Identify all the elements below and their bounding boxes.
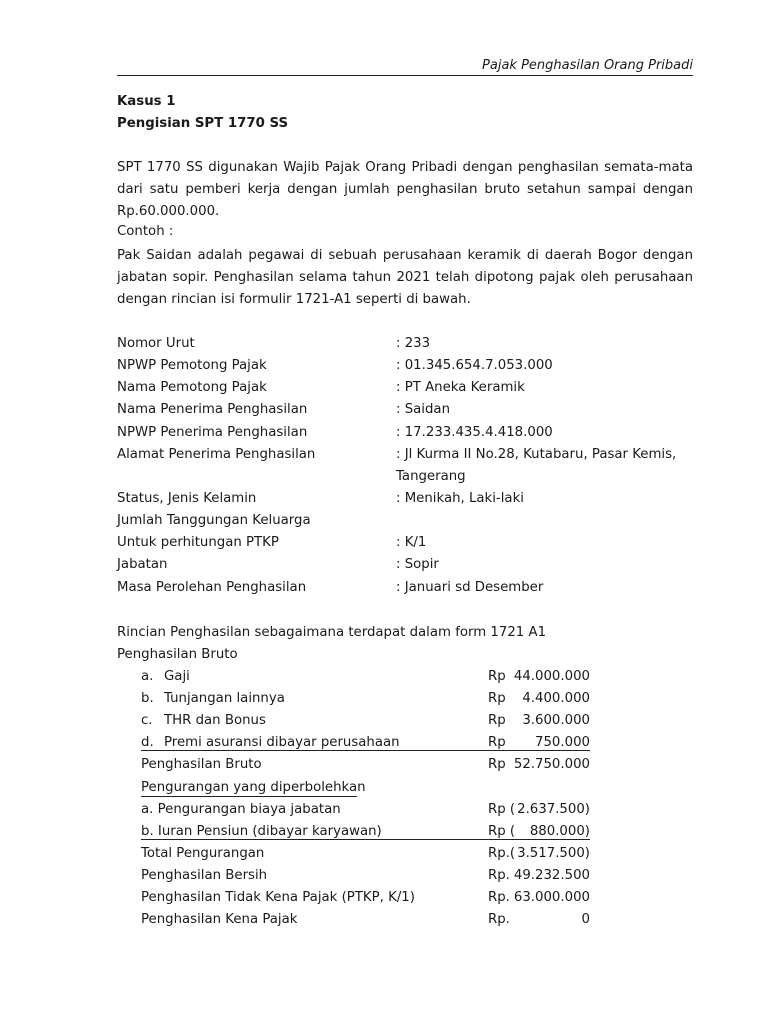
item-label: Tunjangan lainnya [164,691,285,706]
currency: Rp. [488,868,510,883]
field-value: : Januari sd Desember [396,580,544,595]
item-marker: c. [141,713,153,728]
item-marker: d. [141,735,154,750]
case-number: Kasus 1 [117,94,176,109]
amount: 3.600.000 [522,713,590,728]
item-label: Premi asuransi dibayar perusahaan [164,735,400,750]
field-value: : PT Aneka Keramik [396,380,525,395]
case-title: Pengisian SPT 1770 SS [117,116,289,131]
currency: Rp [488,713,506,728]
field-label: Nama Penerima Penghasilan [117,402,308,417]
amount: 44.000.000 [513,669,590,684]
field-value: : 17.233.435.4.418.000 [396,425,553,440]
deduction-label: a. Pengurangan biaya jabatan [141,802,341,817]
amount: 2.637.500) [517,802,590,817]
field-label: Masa Perolehan Penghasilan [117,580,307,595]
heading-underline [141,796,357,797]
field-label: Jabatan [117,557,168,572]
amount: 4.400.000 [522,691,590,706]
field-label: Status, Jenis Kelamin [117,491,257,506]
summary-label: Penghasilan Tidak Kena Pajak (PTKP, K/1) [141,890,415,905]
currency: Rp [488,735,506,750]
deduction-label: b. Iuran Pensiun (dibayar karyawan) [141,824,382,839]
field-label: NPWP Pemotong Pajak [117,358,267,373]
field-value: : 01.345.654.7.053.000 [396,358,553,373]
field-value: : Menikah, Laki-laki [396,491,524,506]
field-value: : 233 [396,336,431,351]
field-value: : Sopir [396,557,439,572]
header-rule [117,75,693,76]
example-label: Contoh : [117,224,174,239]
amount: 750.000 [535,735,590,750]
item-marker: b. [141,691,154,706]
subtotal-rule [141,750,590,751]
deductions-heading: Pengurangan yang diperbolehkan [141,780,366,795]
field-value: : Saidan [396,402,451,417]
amount: 49.232.500 [513,868,590,883]
field-label: Nama Pemotong Pajak [117,380,267,395]
bruto-total-label: Penghasilan Bruto [141,757,262,772]
subtotal-rule [141,839,590,840]
field-label: Untuk perhitungan PTKP [117,535,279,550]
amount: 880.000) [529,824,590,839]
running-header: Pajak Penghasilan Orang Pribadi [482,58,693,73]
currency: Rp [488,691,506,706]
bruto-heading: Penghasilan Bruto [117,647,238,662]
income-intro: Rincian Penghasilan sebagaimana terdapat dalam form 1721 A1 [117,625,547,640]
field-label: Alamat Penerima Penghasilan [117,447,316,462]
amount: 63.000.000 [513,890,590,905]
field-label: Nomor Urut [117,336,195,351]
item-label: Gaji [164,669,190,684]
amount: 0 [581,912,590,927]
field-label: Jumlah Tanggungan Keluarga [117,513,311,528]
field-value: : K/1 [396,535,427,550]
currency: Rp [488,669,506,684]
item-label: THR dan Bonus [164,713,266,728]
summary-label: Penghasilan Bersih [141,868,268,883]
summary-label: Total Pengurangan [141,846,265,861]
currency: Rp.( [488,846,516,861]
currency: Rp ( [488,802,516,817]
currency: Rp [488,757,506,772]
amount: 3.517.500) [517,846,590,861]
field-label: NPWP Penerima Penghasilan [117,425,308,440]
amount: 52.750.000 [513,757,590,772]
example-paragraph: Pak Saidan adalah pegawai di sebuah perusahaan keramik di daerah Bogor dengan jabatan sopir. Penghasilan selama tahun 2021 telah dipotong pajak oleh perusahaan dengan rincian isi formulir 1721-A1 seperti di bawah. [117,248,693,307]
item-marker: a. [141,669,154,684]
field-value: : Jl Kurma II No.28, Kutabaru, Pasar Kemis, [396,447,677,462]
currency: Rp ( [488,824,516,839]
currency: Rp. [488,912,510,927]
summary-label: Penghasilan Kena Pajak [141,912,298,927]
currency: Rp. [488,890,510,905]
intro-paragraph: SPT 1770 SS digunakan Wajib Pajak Orang Pribadi dengan penghasilan semata-mata dari satu pemberi kerja dengan jumlah penghasilan bruto setahun sampai dengan Rp.60.000.000. [117,160,693,219]
field-value-continued: Tangerang [396,469,466,484]
